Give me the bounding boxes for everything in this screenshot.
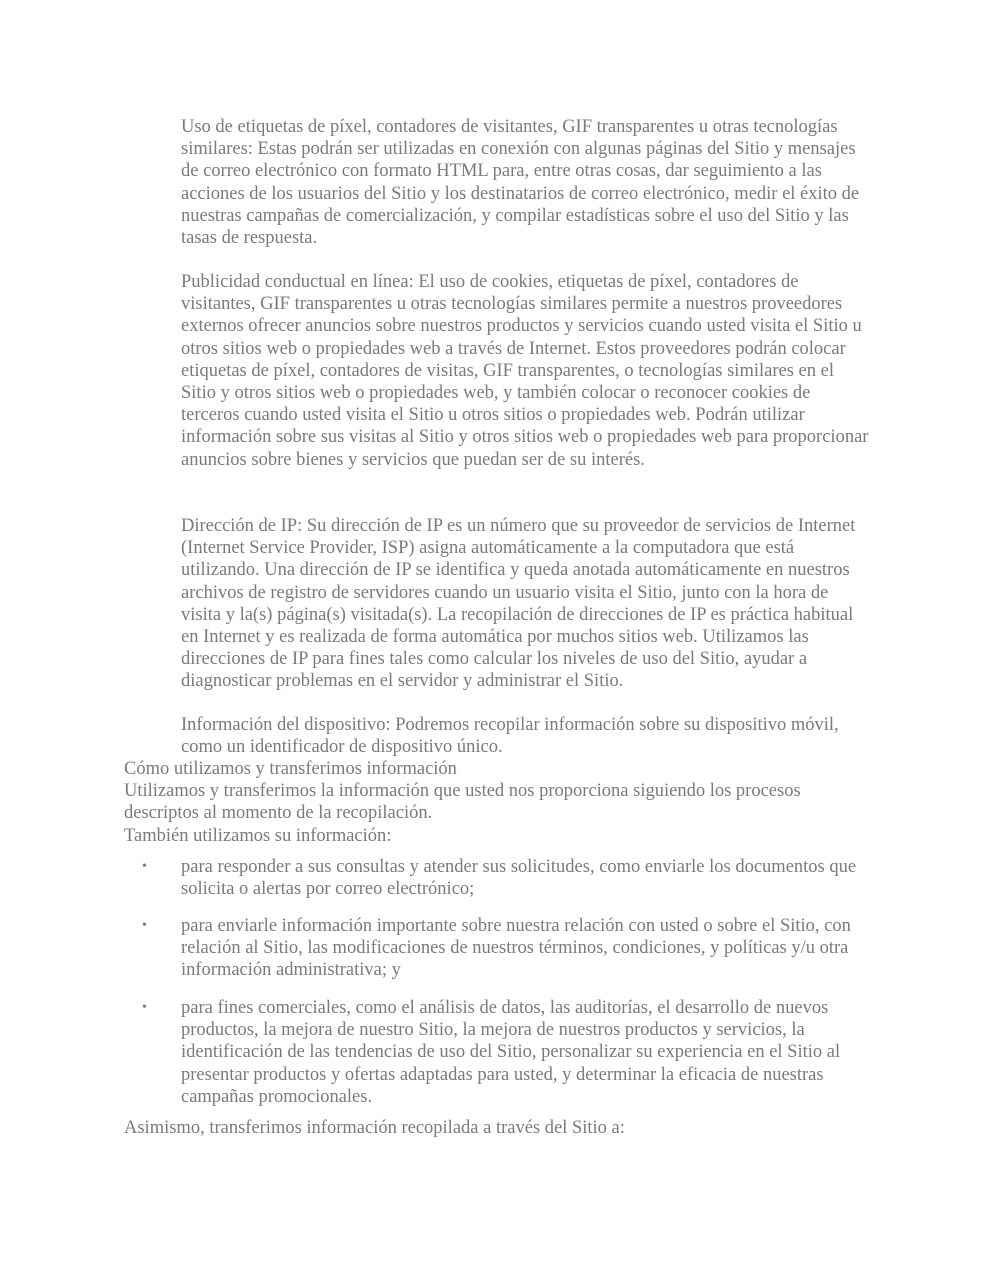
paragraph-device-info: Información del dispositivo: Podremos recopilar información sobre su dispositivo móvil, como un identificador de dispositivo único.	[181, 715, 839, 758]
paragraph-ip-address: Dirección de IP: Su dirección de IP es un número que su proveedor de servicios de Internet (Internet Service Provider, ISP) asigna automáticamente a la computadora que está utilizando. Una dirección de IP se identifica y queda anotada automáticamente en nuestros archivos de registro de servidores cuando un usuario visita el Sitio, junto con la hora de visita y la(s) página(s) visitada(s). La recopilación de direcciones de IP es práctica habitual en Internet y es realizada de forma automática por muchos sitios web. Utilizamos las direcciones de IP para fines tales como calcular los niveles de uso del Sitio, ayudar a diagnosticar problemas en el servidor y administrar el Sitio.	[181, 516, 856, 692]
bullet-icon: •	[142, 1000, 147, 1015]
list-item-text: para responder a sus consultas y atender sus solicitudes, como enviarle los documentos que solicita o alertas por correo electrónico;	[181, 857, 857, 900]
paragraph-use-transfer: Utilizamos y transferimos la información que usted nos proporciona siguiendo los procesos descriptos al momento de la recopilación.	[124, 781, 801, 824]
list-item-text: para enviarle información importante sobre nuestra relación con usted o sobre el Sitio, con relación al Sitio, las modificaciones de nuestros términos, condiciones, y políticas y/u otra información administrativa; y	[181, 916, 851, 981]
paragraph-behavioral-advertising: Publicidad conductual en línea: El uso de cookies, etiquetas de píxel, contadores de visitantes, GIF transparentes u otras tecnologías similares permite a nuestros proveedores externos ofrecer anuncios sobre nuestros productos y servicios cuando usted visita el Sitio u otros sitios web o propiedades web a través de Internet. Estos proveedores podrán colocar etiquetas de píxel, contadores de visitas, GIF transparentes, o tecnologías similares en el Sitio y otros sitios web o propiedades web, y también colocar o reconocer cookies de terceros cuando usted visita el Sitio u otros sitios o propiedades web. Podrán utilizar información sobre sus visitas al Sitio y otros sitios web o propiedades web para proporcionar anuncios sobre bienes y servicios que puedan ser de su interés.	[181, 272, 869, 470]
paragraph-also-use: También utilizamos su información:	[124, 826, 392, 846]
bullet-icon: •	[142, 918, 147, 933]
list-item-text: para fines comerciales, como el análisis de datos, las auditorías, el desarrollo de nuevos productos, la mejora de nuestro Sitio, la mejora de nuestros productos y servicios, la identificación de las tendencias de uso del Sitio, personalizar su experiencia en el Sitio al presentar productos y ofertas adaptadas para usted, y determinar la eficacia de nuestras campañas promocionales.	[181, 998, 841, 1107]
bullet-icon: •	[142, 859, 147, 874]
section-heading: Cómo utilizamos y transferimos información	[124, 759, 457, 779]
paragraph-pixel-tags: Uso de etiquetas de píxel, contadores de visitantes, GIF transparentes u otras tecnologías similares: Estas podrán ser utilizadas en conexión con algunas páginas del Sitio y mensajes de correo electrónico con formato HTML para, entre otras cosas, dar seguimiento a las acciones de los usuarios del Sitio y los destinatarios de correo electrónico, medir el éxito de nuestras campañas de comercialización, y compilar estadísticas sobre el uso del Sitio y las tasas de respuesta.	[181, 117, 860, 249]
paragraph-transfer-to: Asimismo, transferimos información recopilada a través del Sitio a:	[124, 1118, 625, 1138]
